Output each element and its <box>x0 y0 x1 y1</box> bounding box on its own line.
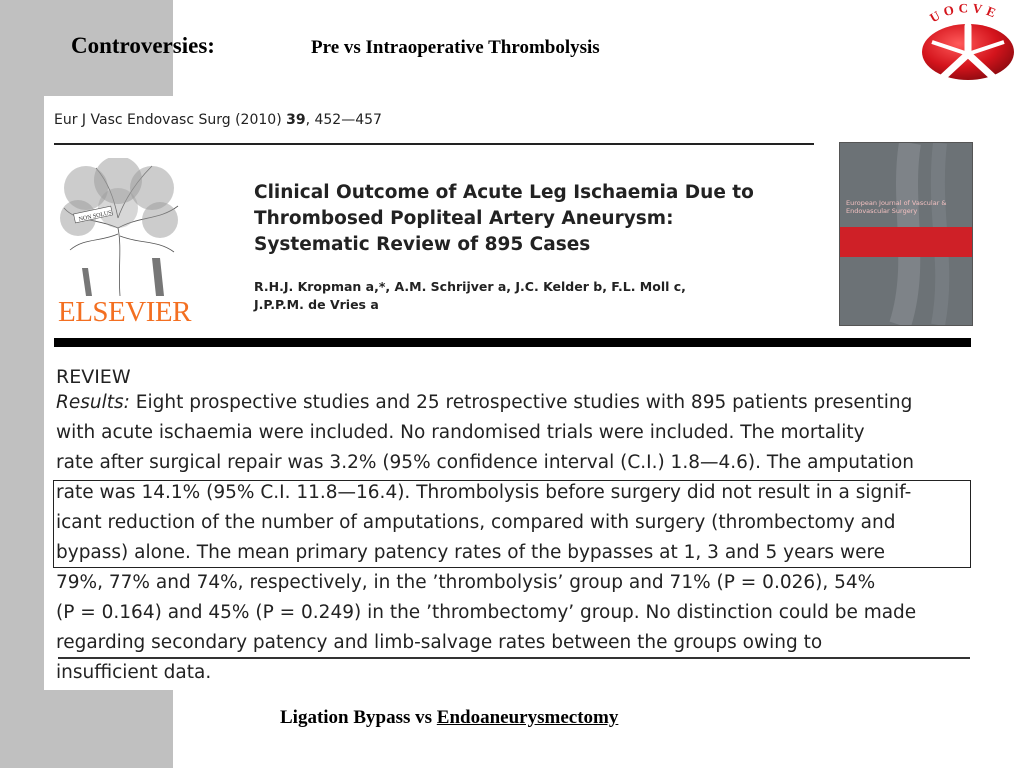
divider <box>54 143 814 145</box>
footer-endoaneurysmectomy: Endoaneurysmectomy <box>436 707 619 728</box>
slide-title: Controversies: <box>71 33 215 58</box>
paper-clipping <box>44 96 974 690</box>
article-title: Clinical Outcome of Acute Leg Ischaemia Due to Thrombosed Popliteal Artery Aneurysm: Systematic Review of 895 Cases <box>254 182 754 255</box>
slide-subtitle: Pre vs Intraoperative Thrombolysis <box>311 37 600 58</box>
highlight-box <box>53 480 971 568</box>
section-label: REVIEW <box>56 366 131 388</box>
tree-banner: NON SOLUS <box>78 210 113 223</box>
divider <box>58 657 970 659</box>
abstract-text: Results: Eight prospective studies and 25 retrospective studies with 895 patients presenting with acute ischaemia were included. No randomised trials were included. The mortality rate after surgical repair was 3.2% (95% confidence interval (C.I.) 1.8—4.6). The amputation rate was 14.1% (95% C.I. 11.8—16.4). Thrombolysis before surgery did not result in a signif- icant reduction of the number of amputations, compared with surgery (thrombectomy and bypass) alone. The mean primary patency rates of the bypasses at 1, 3 and 5 years were 79%, 77% and 74%, respectively, in the ’thrombolysis’ group and 71% (P = 0.026), 54% (P = 0.164) and 45% (P = 0.249) in the ’thrombectomy’ group. No distinction could be made regarding secondary patency and limb-salvage rates between the groups owing to insufficient data. <box>56 392 917 683</box>
svg-text:UOCVE <box>927 2 1002 25</box>
article-authors: R.H.J. Kropman a,*, A.M. Schrijver a, J.C. Kelder b, F.L. Moll c, J.P.P.M. de Vries a <box>254 279 686 312</box>
journal-cover-image <box>839 142 973 326</box>
results-label: Results: <box>56 392 130 413</box>
slide-footer: Ligation Bypass vs Endoaneurysmectomy <box>280 707 619 728</box>
elsevier-tree-logo <box>56 158 186 298</box>
journal-cover-band <box>840 227 972 257</box>
journal-citation: Eur J Vasc Endovasc Surg (2010) 39, 452—457 <box>54 112 382 128</box>
journal-cover-title: European Journal of Vascular & Endovascular Surgery <box>846 199 947 215</box>
elsevier-wordmark: ELSEVIER <box>58 296 191 328</box>
uocve-logo <box>912 2 1022 86</box>
logo-text: UOCVE <box>927 2 1002 26</box>
section-rule <box>54 338 971 347</box>
